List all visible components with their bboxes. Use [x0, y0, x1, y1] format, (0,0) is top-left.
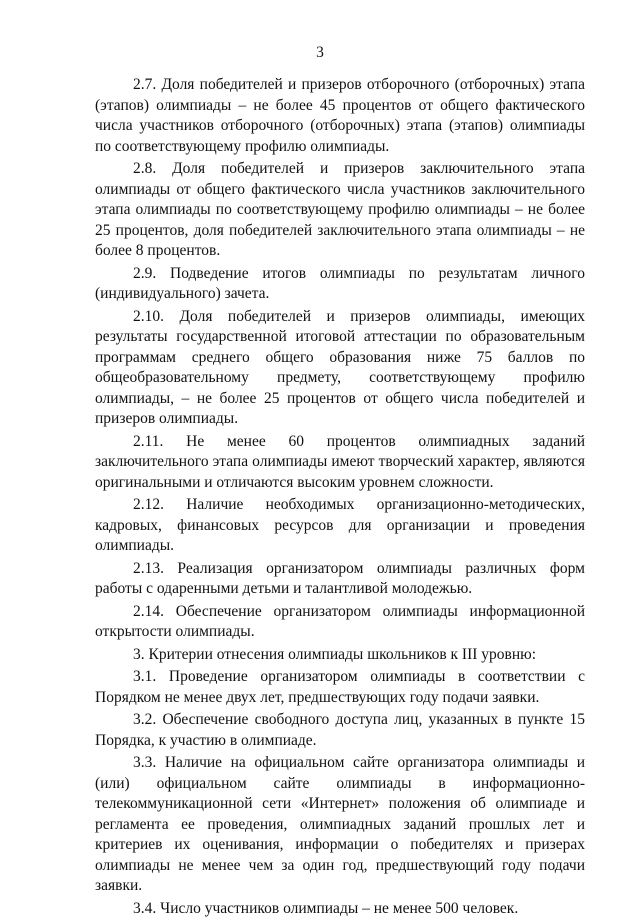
paragraph-2-13: 2.13. Реализация организатором олимпиады различных форм работы с одаренными детьми и талантливой молодежью.	[95, 559, 585, 597]
paragraph-2-9: 2.9. Подведение итогов олимпиады по результатам личного (индивидуального) зачета.	[95, 264, 585, 302]
paragraph-3-4: 3.4. Число участников олимпиады – не менее 500 человек.	[133, 899, 519, 917]
paragraph-2-11: 2.11. Не менее 60 процентов олимпиадных заданий заключительного этапа олимпиады имеют творческий характер, являются оригинальными и отличаются высоким уровнем сложности.	[95, 432, 585, 491]
paragraph-3-1: 3.1. Проведение организатором олимпиады в соответствии с Порядком не менее двух лет, предшествующих году подачи заявки.	[95, 668, 585, 706]
paragraph-2-12: 2.12. Наличие необходимых организационно-методических, кадровых, финансовых ресурсов для организации и проведения олимпиады.	[95, 496, 585, 554]
section-3-heading: 3. Критерии отнесения олимпиады школьников к III уровню:	[133, 645, 537, 663]
paragraph-3-2: 3.2. Обеспечение свободного доступа лиц, указанных в пункте 15 Порядка, к участию в олимпиаде.	[95, 711, 585, 749]
document-body	[95, 75, 585, 921]
page-number: 3	[316, 44, 324, 61]
paragraph-2-7: 2.7. Доля победителей и призеров отборочного (отборочных) этапа (этапов) олимпиады – не более 45 процентов от общего фактического числа участников отборочного (отборочных) этапа (этапов) олимпиады по соответствующему профилю олимпиады.	[95, 76, 585, 155]
paragraph-2-14: 2.14. Обеспечение организатором олимпиады информационной открытости олимпиады.	[95, 602, 585, 640]
paragraph-3-3: 3.3. Наличие на официальном сайте организатора олимпиады и (или) официальном сайте олимпиады в информационно-телекоммуникационной сети «Интернет» положения об олимпиаде и регламента ее проведения, олимпиадных заданий прошлых лет и критериев их оценивания, информации о победителях и призерах олимпиады не менее чем за один год, предшествующий году подачи заявки.	[95, 754, 585, 894]
paragraph-2-10: 2.10. Доля победителей и призеров олимпиады, имеющих результаты государственной итоговой аттестации по образовательным программам среднего общего образования ниже 75 баллов по общеобразовательному предмету, соответствующему профилю олимпиады, – не более 25 процентов от общего числа победителей и призеров олимпиады.	[95, 307, 585, 427]
paragraph-2-8: 2.8. Доля победителей и призеров заключительного этапа олимпиады от общего фактического числа участников заключительного этапа олимпиады по соответствующему профилю олимпиады – не более 25 процентов, доля победителей заключительного этапа олимпиады – не более 8 процентов.	[95, 160, 585, 259]
